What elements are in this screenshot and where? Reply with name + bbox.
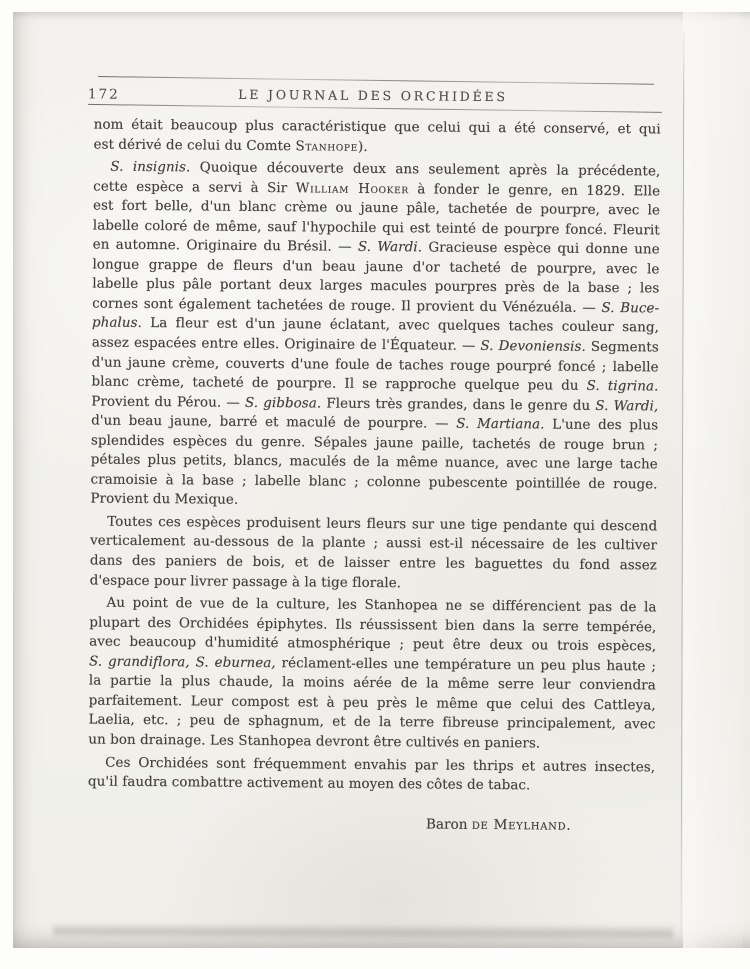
text-segment: William Hooker — [295, 180, 409, 197]
text-segment: splendides espèces du genre. Sépales jaune paille, tachetés de rouge brun ; — [90, 433, 658, 454]
text-segment: pétales plus petits, blancs, maculés de la même nuance, avec une large tache — [90, 452, 658, 473]
text-segment: Provient du Mexique. — [90, 491, 239, 509]
text-segment: phalus. — [91, 315, 142, 332]
text-segment: labelle coloré de même, sauf l'hypochile qui est teinté de pourpre foncé. Fleurit — [92, 218, 660, 239]
text-segment: S. Buce- — [601, 300, 660, 317]
text-segment: Provient du Pérou. — — [91, 394, 246, 411]
text-segment: en automne. Originaire du Brésil. — — [92, 237, 358, 256]
page-number: 172 — [87, 86, 120, 103]
text-segment: nom était beaucoup plus caractéristique que celui qui a été conservé, et qui — [93, 117, 661, 138]
text-segment: L'une des plus — [544, 417, 659, 434]
text-segment: longue grappe de fleurs d'un beau jaune d'or tacheté de pourpre, avec le — [92, 257, 660, 278]
text-segment: S. Wardi. — [357, 240, 423, 256]
text-segment: assez espacées entre elles. Originaire de l'Équateur. — — [91, 335, 481, 354]
text-segment: Laelia, etc. ; peu de sphagnum, et de la terre fibreuse principalement, avec — [88, 712, 656, 733]
text-segment: Quoique découverte deux ans seulement après la précédente, — [190, 160, 661, 180]
text-segment: Ces Orchidées sont fréquemment envahis par les thrips et autres insectes, — [105, 755, 656, 775]
text-segment: à fonder le genre, en 1829. Elle — [408, 181, 661, 200]
text-segment: un bon drainage. Les Stanhopea devront être cultivés en paniers. — [88, 732, 541, 752]
text-segment: S. grandiflora, S. eburnea, — [88, 654, 276, 671]
text-segment: S. tigrina. — [586, 378, 659, 395]
text-segment: réclament-elles une température un peu plus haute ; — [275, 655, 657, 675]
text-segment: Baron — [425, 815, 472, 833]
text-segment: Au point de vue de la culture, les Stanhopea ne se différencient pas de la — [106, 595, 657, 616]
paragraph-5 — [88, 753, 655, 797]
text-segment: S. Devoniensis. — [480, 338, 586, 355]
text-segment: d'espace pour livrer passage à la tige florale. — [89, 573, 402, 591]
text-segment: avec beaucoup d'humidité atmosphérique ; peut être deux ou trois espèces, — [89, 634, 657, 655]
text-segment: est dérivé de celui du Comte — [93, 136, 296, 154]
text-segment: S. Wardi, — [595, 398, 659, 415]
text-segment: dans des paniers de bois, et de laisser entre les baguettes du fond assez — [89, 553, 657, 574]
page-content — [9, 9, 750, 951]
signature — [88, 813, 655, 834]
journal-title: LE JOURNAL DES ORCHIDÉES — [238, 86, 508, 105]
text-segment: labelle plus pâle portant deux larges macules pourpres près de la base ; les — [92, 276, 660, 297]
paragraph-2 — [90, 158, 660, 515]
page-body — [88, 115, 661, 834]
text-segment: La fleur est d'un jaune éclatant, avec quelques taches couleur sang, — [141, 316, 659, 336]
text-segment: d'un beau jaune, barré et maculé de pourpre. — — [91, 413, 457, 432]
text-segment: d'un jaune crème, couverts d'une foule de taches rouge pourpré foncé ; labelle — [91, 354, 659, 375]
text-segment: cramoisie à la base ; labelle blanc ; colonne pubescente pointillée de rouge. — [90, 472, 658, 493]
text-segment: Fleurs très grandes, dans le genre du — [321, 396, 596, 414]
text-segment: parfaitement. Leur compost est à peu près le même que celui des Cattleya, — [88, 693, 656, 714]
text-segment: cette espèce a servi à Sir — [93, 179, 296, 196]
text-segment: est fort belle, d'un blanc crème ou jaune pâle, tachetée de pourpre, avec le — [92, 198, 661, 219]
paragraph-3 — [90, 512, 658, 595]
text-segment: qu'il faudra combattre activement au moyen des côtes de tabac. — [87, 774, 531, 794]
text-segment: ). — [357, 139, 368, 155]
paragraph-1 — [93, 115, 660, 159]
text-segment: la partie la plus chaude, la moins aérée de la même serre leur conviendra — [88, 673, 656, 694]
text-segment: S. insignis. — [110, 159, 191, 176]
text-segment: Stanhope — [295, 138, 358, 155]
text-segment: Segments — [585, 339, 659, 356]
text-segment: cornes sont également tachetées de rouge. Il provient du Vénézuéla. — — [92, 296, 602, 316]
paragraph-4 — [88, 594, 656, 755]
text-segment: Toutes ces espèces produisent leurs fleurs sur une tige pendante qui descend — [107, 514, 658, 535]
header-rule-top — [98, 76, 654, 85]
signature-text — [426, 816, 571, 833]
book-page — [13, 12, 750, 948]
text-segment: S. gibbosa. — [244, 395, 322, 412]
running-header — [86, 85, 660, 110]
text-segment: de Meylhand — [471, 816, 567, 834]
text-segment: Gracieuse espèce qui donne une — [421, 240, 660, 258]
text-segment: blanc crème, tacheté de pourpre. Il se rapproche quelque peu du — [91, 374, 587, 394]
text-segment: verticalement au-dessous de la plante ; aussi est-il nécessaire de les cultiver — [89, 533, 658, 554]
text-segment: . — [566, 817, 571, 834]
text-segment: S. Martiana. — [456, 416, 545, 433]
text-segment: plupart des Orchidées épiphytes. Ils réussissent bien dans la serre tempérée, — [89, 615, 657, 636]
